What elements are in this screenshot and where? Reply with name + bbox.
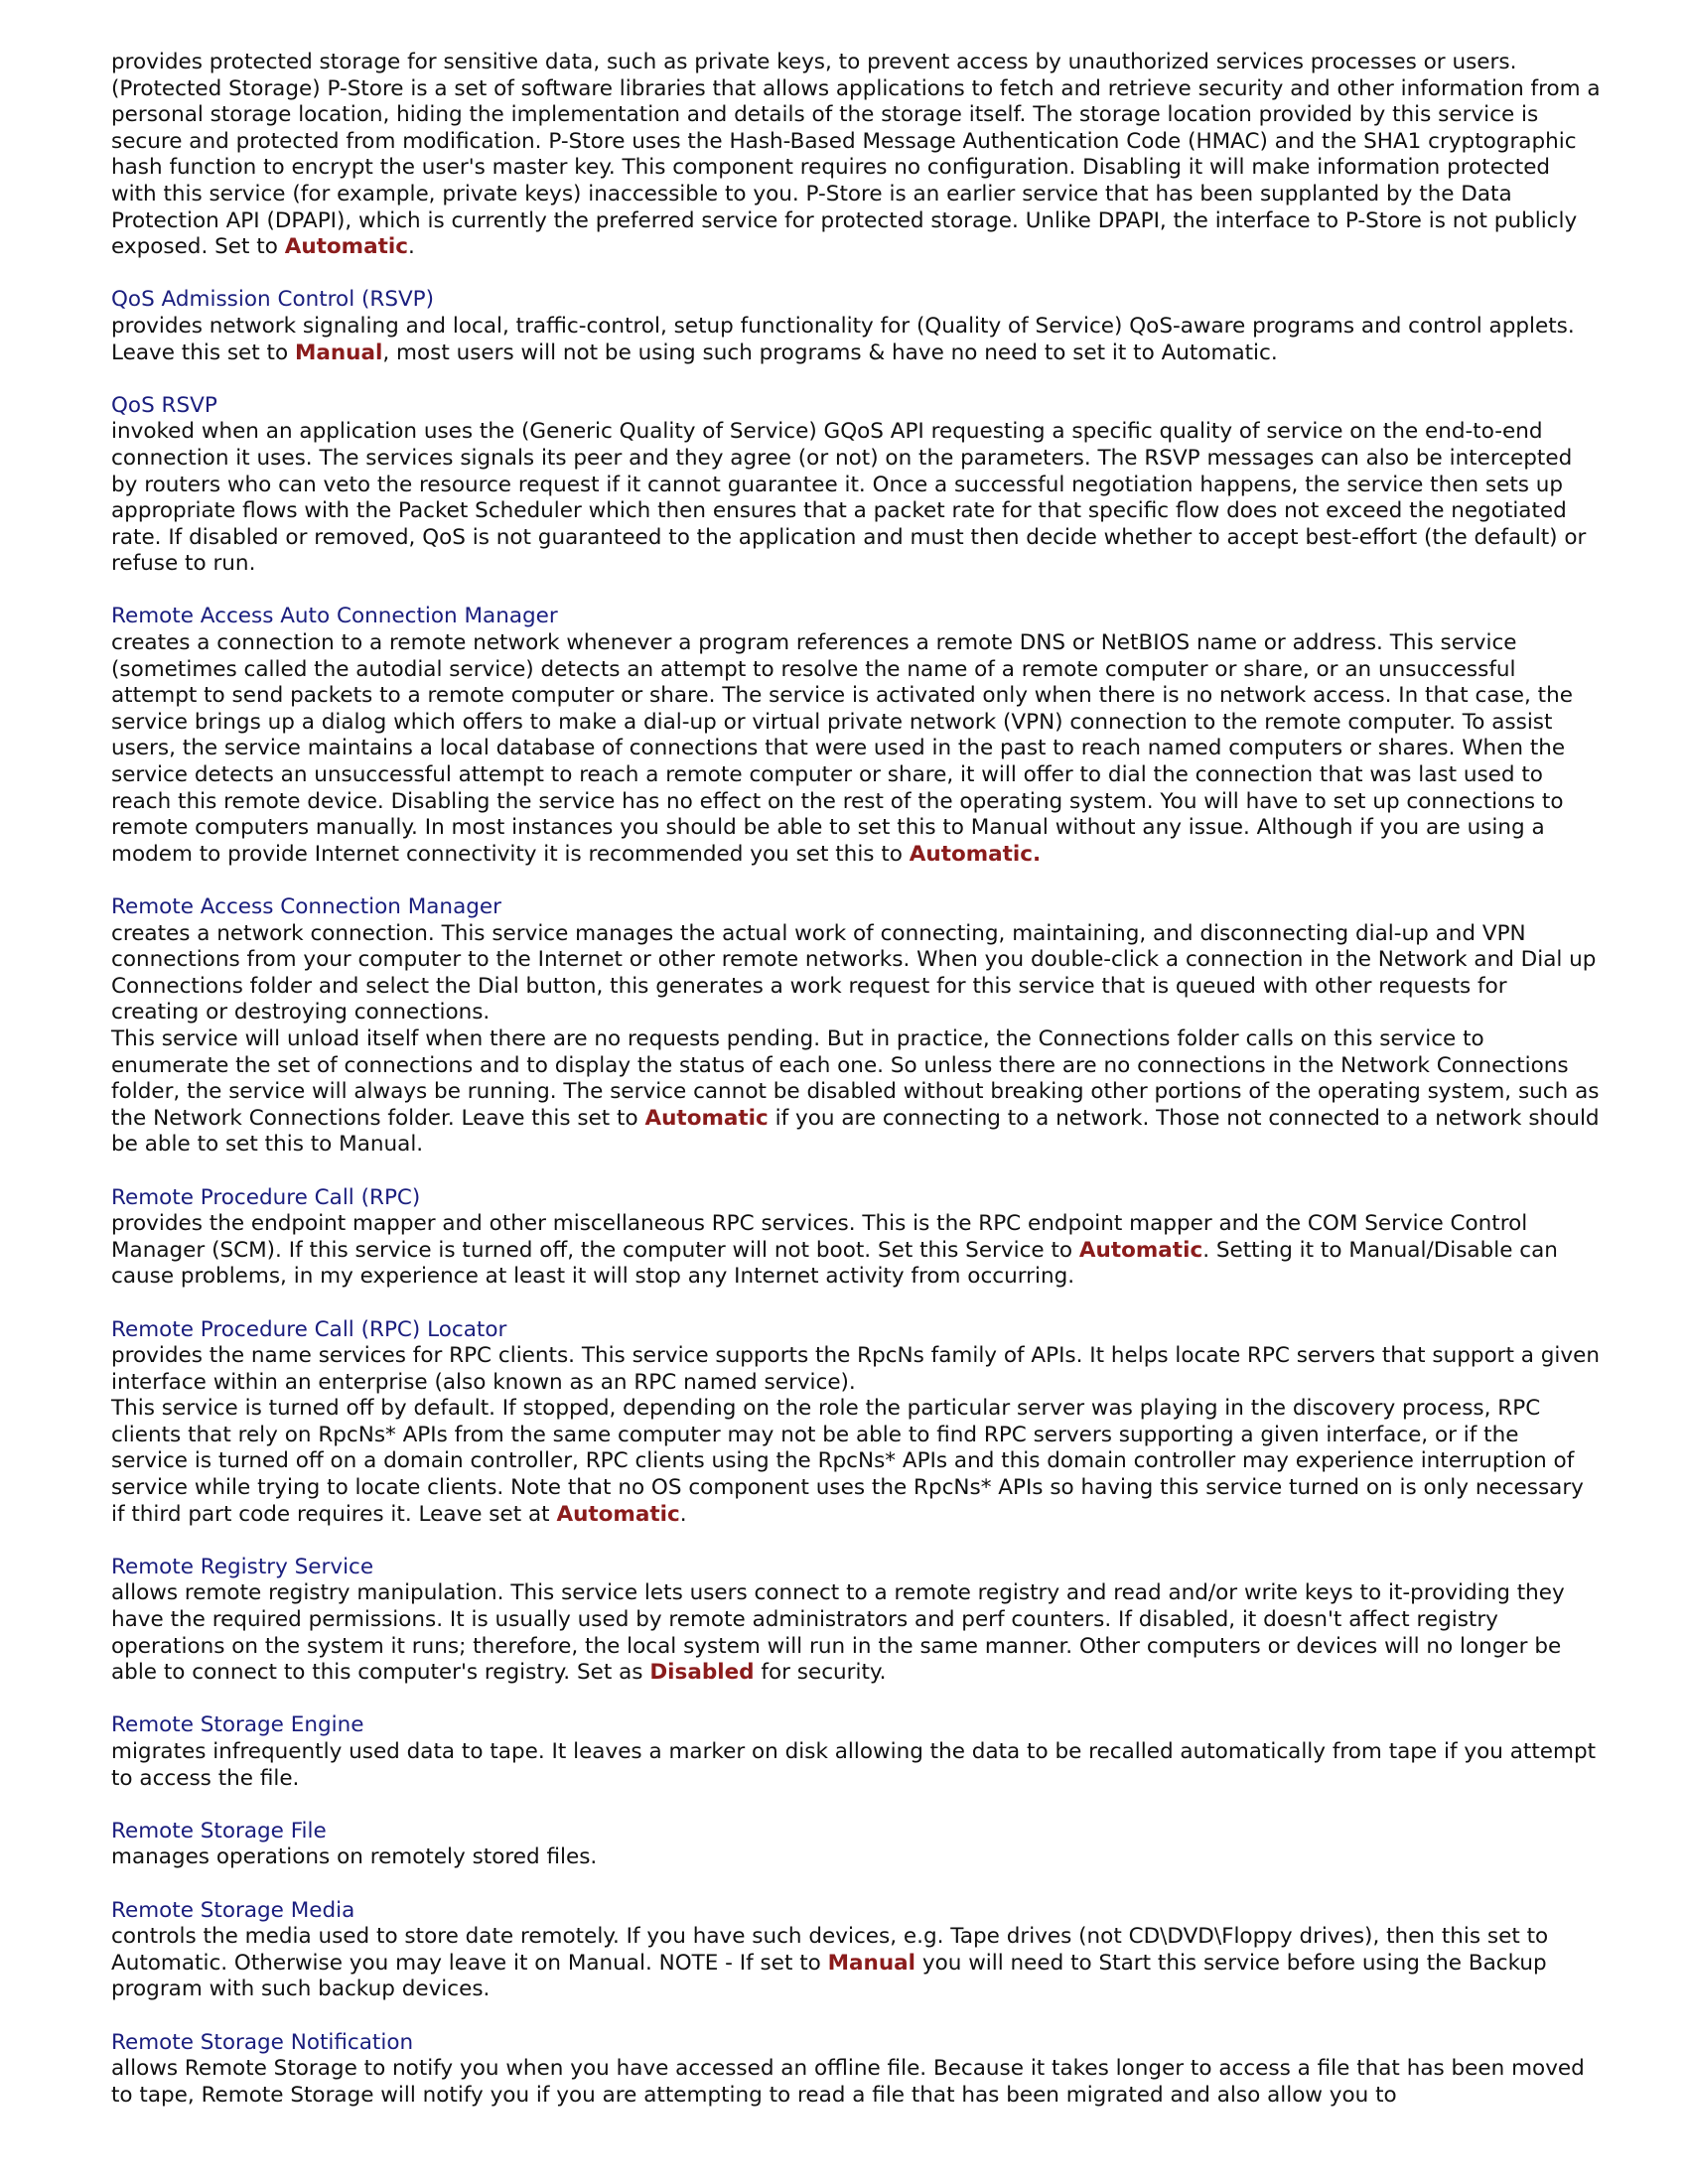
service-title: Remote Registry Service (111, 1554, 374, 1579)
recommended-setting: Disabled (649, 1660, 755, 1686)
document-page (111, 50, 1601, 2135)
service-description (111, 419, 1601, 578)
service-entry (111, 1317, 1601, 1529)
description-text: invoked when an application uses the (Generic Quality of Service) GQoS API requesting a specific quality of service on the end-to-end connection it uses. The services signals its peer and they agree (or not) on the parameters. The RSVP messages can also be intercepted by routers who can veto the resource request if it cannot guarantee it. Once a successful negotiation happens, the service then sets up appropriate flows with the Packet Scheduler which then ensures that a packet rate for that specific flow does not exceed the negotiated rate. If disabled or removed, QoS is not guaranteed to the application and must then decide whether to accept best-effort (the default) or refuse to run. (111, 419, 1587, 577)
service-description (111, 1343, 1601, 1396)
service-title: Remote Procedure Call (RPC) Locator (111, 1316, 507, 1342)
service-description (111, 1739, 1601, 1792)
description-text: provides the name services for RPC clients. This service supports the RpcNs family of APIs. It helps locate RPC servers that support a given interface within an enterprise (also known as an RPC named service). (111, 1343, 1600, 1395)
service-description (111, 314, 1601, 366)
service-title: Remote Storage Engine (111, 1712, 364, 1738)
description-text: manages operations on remotely stored files. (111, 1844, 598, 1870)
description-text: migrates infrequently used data to tape. It leaves a marker on disk allowing the data to be recalled automatically from tape if you attempt to access the file. (111, 1739, 1597, 1791)
service-title: Remote Storage Notification (111, 2029, 414, 2055)
description-text: provides network signaling and local, traffic-control, setup functionality for (Quality of Service) QoS-aware programs and control applets. Leave this set to (111, 313, 1575, 365)
description-text: creates a network connection. This service manages the actual work of connecting, maintaining, and disconnecting dial-up and VPN connections from your computer to the Internet or other remote networks. When you double-click a connection in the Network and Dial up Connections folder and select the Dial button, this generates a work request for this service that is queued with other requests for creating or destroying connections. (111, 920, 1597, 1025)
service-description (111, 2056, 1601, 2109)
description-text: . Setting it to Manual/Disable can cause problems, in my experience at least it will stop any Internet activity from occurring. (111, 1237, 1558, 1290)
service-entry (111, 50, 1601, 261)
description-text: provides protected storage for sensitive data, such as private keys, to prevent access by unauthorized services processes or users. (Protected Storage) P-Store is a set of software libraries that allows applications to fetch and retrieve security and other information from a personal storage location, hiding the implementation and details of the storage itself. The storage location provided by this service is secure and protected from modification. P-Store uses the Hash-Based Message Authentication Code (HMAC) and the SHA1 cryptographic hash function to encrypt the user's master key. This component requires no configuration. Disabling it will make information protected with this service (for example, private keys) inaccessible to you. P-Store is an earlier service that has been supplanted by the Data Protection API (DPAPI), which is currently the preferred service for protected storage. Unlike DPAPI, the interface to P-Store is not publicly exposed. Set to (111, 50, 1601, 260)
description-text: allows Remote Storage to notify you when you have accessed an offline file. Because it takes longer to access a file that has been moved to tape, Remote Storage will notify you if you are attempting to read a file that has been migrated and also allow you to (111, 2056, 1585, 2108)
service-title: QoS RSVP (111, 392, 217, 418)
service-description (111, 1580, 1601, 1686)
recommended-setting: Manual (827, 1950, 916, 1976)
service-description (111, 1211, 1601, 1291)
service-entry (111, 1555, 1601, 1687)
description-text: This service is turned off by default. If stopped, depending on the role the particular server was playing in the discovery process, RPC clients that rely on RpcNs* APIs from the same computer may not be able to find RPC servers supporting a given interface, or if the service is turned off on a domain controller, RPC clients using the RpcNs* APIs and this domain controller may experience interruption of service while trying to locate clients. Note that no OS component uses the RpcNs* APIs so having this service turned on is only necessary if third part code requires it. Leave set at (111, 1396, 1584, 1527)
service-entry (111, 2030, 1601, 2110)
description-text: for security. (754, 1660, 887, 1686)
recommended-setting: Automatic (556, 1501, 680, 1527)
description-text: This service will unload itself when there are no requests pending. But in practice, the Connections folder calls on this service to enumerate the set of connections and to display the status of each one. So unless there are no connections in the Network Connections folder, the service will always be running. The service cannot be disabled without breaking other portions of the operating system, such as the Network Connections folder. Leave this set to (111, 1025, 1600, 1131)
service-description (111, 630, 1601, 868)
service-description (111, 1396, 1601, 1528)
service-entry (111, 287, 1601, 366)
service-description (111, 50, 1601, 261)
service-entry (111, 1898, 1601, 2003)
description-text: , most users will not be using such programs & have no need to set it to Automatic. (382, 340, 1278, 365)
description-text: creates a connection to a remote network whenever a program references a remote DNS or NetBIOS name or address. This service (sometimes called the autodial service) detects an attempt to resolve the name of a remote computer or share, or an unsuccessful attempt to send packets to a remote computer or share. The service is activated only when there is no network access. In that case, the service brings up a dialog which offers to make a dial-up or virtual private network (VPN) connection to the remote computer. To assist users, the service maintains a local database of connections that were used in the past to reach named computers or shares. When the service detects an unsuccessful attempt to reach a remote computer or share, it will offer to dial the connection that was last used to reach this remote device. Disabling the service has no effect on the rest of the operating system. You will have to set up connections to remote computers manually. In most instances you should be able to set this to Manual without any issue. Although if you are using a modem to provide Internet connectivity it is recommended you set this to (111, 630, 1573, 867)
service-entry (111, 894, 1601, 1159)
service-entry (111, 1819, 1601, 1871)
service-description (111, 1924, 1601, 2003)
service-title: QoS Admission Control (RSVP) (111, 287, 435, 313)
service-description (111, 921, 1601, 1026)
service-entry (111, 604, 1601, 868)
service-title: Remote Storage File (111, 1818, 327, 1843)
service-title: Remote Procedure Call (RPC) (111, 1184, 421, 1210)
description-text: allows remote registry manipulation. This service lets users connect to a remote registry and read and/or write keys to it-providing they have the required permissions. It is usually used by remote administrators and perf counters. If disabled, it doesn't affect registry operations on the system it runs; therefore, the local system will run in the same manner. Other computers or devices will no longer be able to connect to this computer's registry. Set as (111, 1580, 1565, 1686)
recommended-setting: Automatic (284, 234, 408, 260)
service-title: Remote Access Connection Manager (111, 894, 501, 919)
service-entry (111, 1185, 1601, 1291)
service-description (111, 1844, 1601, 1871)
service-entry (111, 1712, 1601, 1792)
recommended-setting: Automatic (1078, 1237, 1203, 1263)
service-title: Remote Access Auto Connection Manager (111, 604, 558, 629)
recommended-setting: Automatic (644, 1105, 769, 1131)
description-text: controls the media used to store date remotely. If you have such devices, e.g. Tape drives (not CD\DVD\Floppy drives), then this set to Automatic. Otherwise you may leave it on Manual. NOTE - If set to (111, 1924, 1549, 1976)
description-text: . (407, 234, 415, 260)
description-text: provides the endpoint mapper and other miscellaneous RPC services. This is the RPC endpoint mapper and the COM Service Control Manager (SCM). If this service is turned off, the computer will not boot. Set this Service to (111, 1211, 1528, 1263)
recommended-setting: Automatic. (909, 841, 1042, 867)
service-description (111, 1026, 1601, 1159)
service-title: Remote Storage Media (111, 1897, 355, 1923)
description-text: you will need to Start this service before using the Backup program with such backup devices. (111, 1950, 1547, 2002)
description-text: if you are connecting to a network. Those not connected to a network should be able to set this to Manual. (111, 1105, 1600, 1158)
description-text: . (679, 1501, 687, 1527)
recommended-setting: Manual (294, 340, 383, 365)
service-entry (111, 393, 1601, 578)
